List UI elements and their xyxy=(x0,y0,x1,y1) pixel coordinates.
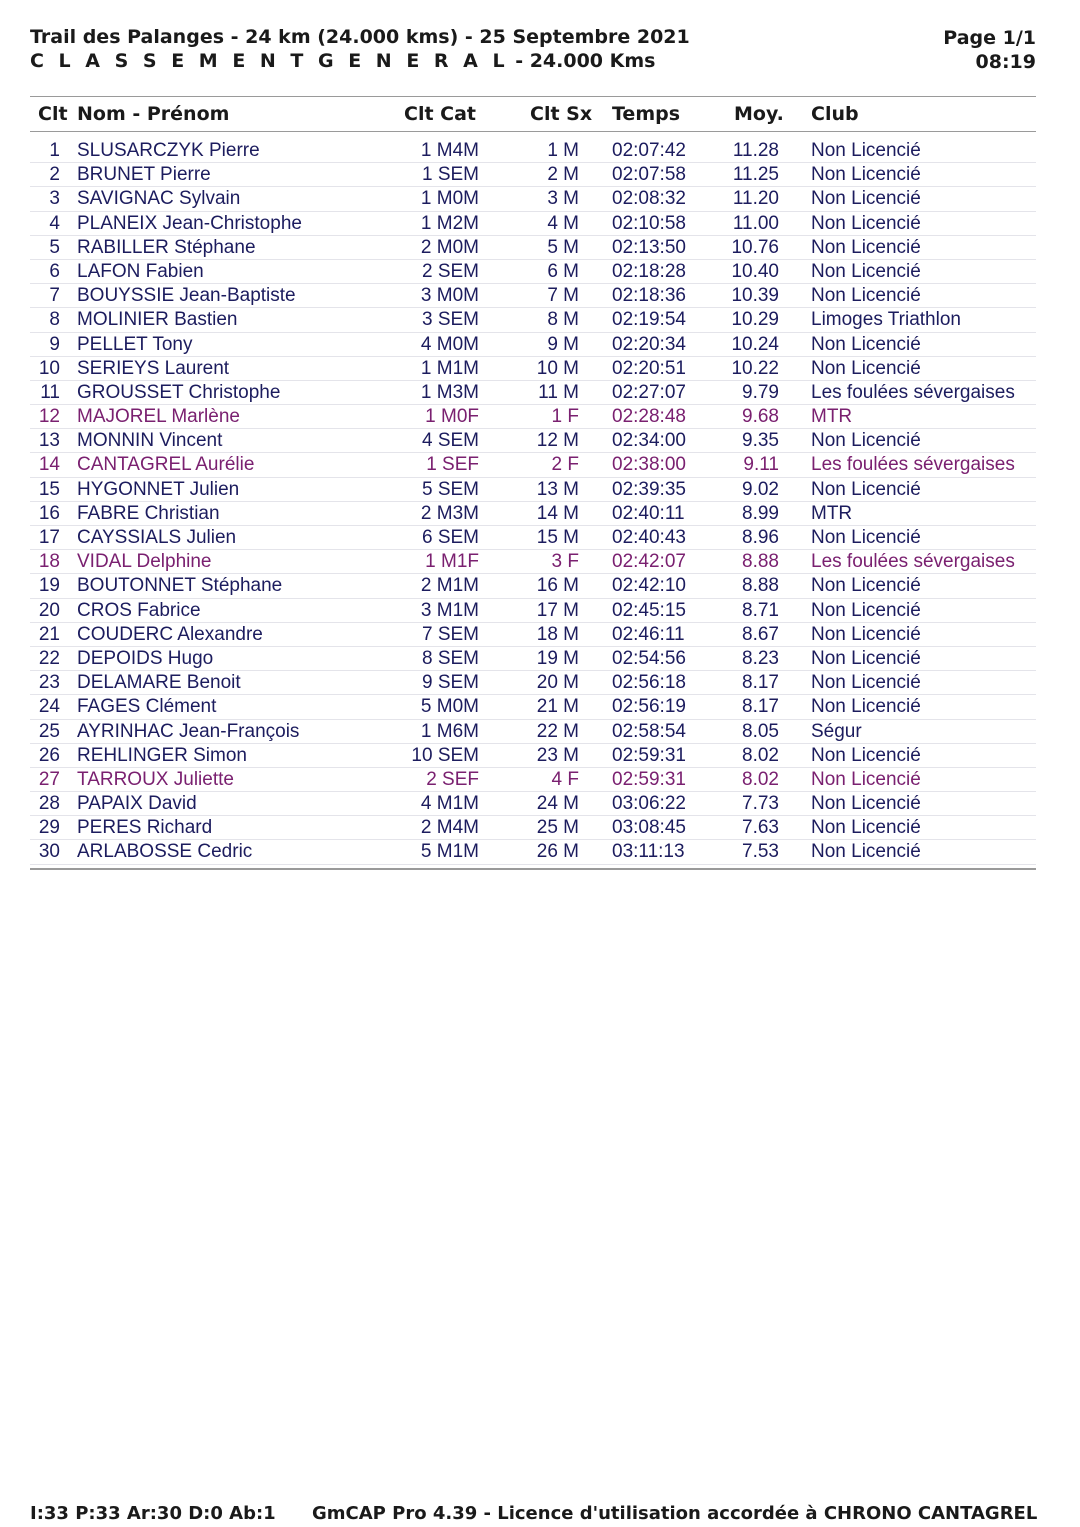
document-subtitle xyxy=(30,50,655,72)
cell-nom: PLANEIX Jean-Christophe xyxy=(77,212,302,234)
cell-club: Ségur xyxy=(811,720,862,742)
cell-temps: 02:59:31 xyxy=(612,768,686,790)
cell-cat: 2 SEF xyxy=(426,768,479,790)
cell-clt: 24 xyxy=(38,696,60,718)
cell-club: Non Licencié xyxy=(811,164,921,186)
table-row xyxy=(30,453,1036,477)
cell-moy: 10.24 xyxy=(731,333,779,355)
cell-nom: BRUNET Pierre xyxy=(77,164,211,186)
table-row xyxy=(30,671,1036,695)
cell-sx: 3 M xyxy=(547,188,579,210)
cell-sx: 11 M xyxy=(538,381,579,403)
table-row xyxy=(30,792,1036,816)
cell-nom: CANTAGREL Aurélie xyxy=(77,454,255,476)
cell-club: Non Licencié xyxy=(811,817,921,839)
cell-club: MTR xyxy=(811,406,853,428)
cell-cat: 2 M3M xyxy=(420,502,479,524)
cell-cat: 3 M1M xyxy=(420,599,479,621)
cell-sx: 4 F xyxy=(551,768,579,790)
cell-sx: 16 M xyxy=(536,575,579,597)
cell-cat: 5 M1M xyxy=(420,841,479,863)
cell-cat: 2 M0M xyxy=(420,236,479,258)
cell-club: Non Licencié xyxy=(811,260,921,282)
cell-nom: ARLABOSSE Cedric xyxy=(77,841,253,863)
cell-temps: 02:18:36 xyxy=(612,285,686,307)
cell-nom: DELAMARE Benoit xyxy=(77,672,241,694)
cell-temps: 02:54:56 xyxy=(612,647,686,669)
table-row xyxy=(30,284,1036,308)
cell-cat: 5 M0M xyxy=(420,696,479,718)
cell-cat: 3 M0M xyxy=(420,285,479,307)
cell-temps: 02:39:35 xyxy=(612,478,686,500)
cell-sx: 26 M xyxy=(536,841,579,863)
cell-sx: 7 M xyxy=(547,285,579,307)
cell-sx: 4 M xyxy=(547,212,579,234)
cell-temps: 02:38:00 xyxy=(612,454,686,476)
cell-moy: 8.88 xyxy=(742,551,779,573)
cell-temps: 02:20:34 xyxy=(612,333,686,355)
cell-clt: 1 xyxy=(49,140,60,161)
cell-moy: 8.88 xyxy=(742,575,779,597)
cell-moy: 8.96 xyxy=(742,527,779,548)
cell-nom: PERES Richard xyxy=(77,817,213,839)
cell-clt: 16 xyxy=(38,502,60,524)
table-row xyxy=(30,333,1036,357)
cell-nom: SERIEYS Laurent xyxy=(77,357,230,379)
cell-moy: 8.02 xyxy=(742,744,779,766)
cell-temps: 02:10:58 xyxy=(612,212,686,234)
table-row xyxy=(30,744,1036,768)
cell-club: Non Licencié xyxy=(811,357,921,379)
cell-nom: REHLINGER Simon xyxy=(77,744,247,766)
table-row xyxy=(30,623,1036,647)
cell-moy: 10.40 xyxy=(731,260,779,282)
table-row xyxy=(30,720,1036,744)
print-time: 08:19 xyxy=(975,51,1036,73)
cell-temps: 03:06:22 xyxy=(612,793,686,815)
table-row xyxy=(30,163,1036,187)
cell-club: Non Licencié xyxy=(811,744,921,766)
cell-sx: 12 M xyxy=(536,430,579,452)
cell-sx: 9 M xyxy=(547,333,579,355)
cell-cat: 1 SEM xyxy=(421,164,479,186)
cell-moy: 7.63 xyxy=(742,817,779,839)
cell-cat: 4 M0M xyxy=(420,333,479,355)
cell-clt: 20 xyxy=(38,599,60,621)
cell-club: Les foulées sévergaises xyxy=(811,551,1015,573)
cell-club: Non Licencié xyxy=(811,478,921,500)
cell-nom: COUDERC Alexandre xyxy=(77,623,263,645)
col-header-temps: Temps xyxy=(612,103,681,125)
table-row xyxy=(30,405,1036,429)
cell-moy: 9.35 xyxy=(742,430,779,452)
cell-club: Non Licencié xyxy=(811,647,921,669)
cell-moy: 9.68 xyxy=(742,406,779,428)
cell-clt: 19 xyxy=(38,575,60,597)
cell-sx: 18 M xyxy=(536,623,579,645)
cell-temps: 02:46:11 xyxy=(612,623,685,645)
cell-temps: 02:19:54 xyxy=(612,309,686,331)
cell-club: Non Licencié xyxy=(811,623,921,645)
cell-sx: 10 M xyxy=(536,357,579,379)
cell-cat: 1 M1F xyxy=(425,551,479,573)
cell-cat: 1 SEF xyxy=(426,454,479,476)
cell-temps: 02:07:58 xyxy=(612,164,686,186)
cell-nom: PELLET Tony xyxy=(77,333,193,355)
cell-temps: 03:08:45 xyxy=(612,817,686,839)
page-number: Page 1/1 xyxy=(943,27,1036,49)
cell-club: Non Licencié xyxy=(811,333,921,355)
cell-clt: 23 xyxy=(38,672,60,694)
cell-temps: 02:59:31 xyxy=(612,744,686,766)
cell-nom: TARROUX Juliette xyxy=(77,768,234,790)
cell-temps: 02:20:51 xyxy=(612,357,686,379)
cell-club: Limoges Triathlon xyxy=(811,309,961,331)
cell-cat: 1 M1M xyxy=(420,357,479,379)
cell-nom: MONNIN Vincent xyxy=(77,430,223,452)
cell-sx: 13 M xyxy=(536,478,579,500)
table-row xyxy=(30,357,1036,381)
cell-sx: 2 F xyxy=(551,454,579,476)
cell-temps: 02:42:10 xyxy=(612,575,686,597)
cell-cat: 7 SEM xyxy=(421,623,479,645)
cell-nom: CROS Fabrice xyxy=(77,599,201,621)
cell-cat: 4 SEM xyxy=(421,430,479,452)
footer-stats: I:33 P:33 Ar:30 D:0 Ab:1 xyxy=(30,1503,276,1524)
cell-cat: 4 M1M xyxy=(420,793,479,815)
table-row xyxy=(30,236,1036,260)
cell-club: Non Licencié xyxy=(811,793,921,815)
cell-nom: FABRE Christian xyxy=(77,502,220,524)
cell-clt: 5 xyxy=(49,236,60,258)
cell-sx: 15 M xyxy=(536,527,579,548)
page-info xyxy=(943,26,1036,74)
cell-clt: 7 xyxy=(49,285,60,307)
cell-cat: 8 SEM xyxy=(421,647,479,669)
table-row xyxy=(30,768,1036,792)
cell-club: Non Licencié xyxy=(811,696,921,718)
cell-sx: 5 M xyxy=(547,236,579,258)
table-row xyxy=(30,212,1036,236)
table-header xyxy=(30,103,1036,129)
table-row xyxy=(30,139,1036,163)
cell-cat: 1 M6M xyxy=(420,720,479,742)
subtitle-classement: C L A S S E M E N T G E N E R A L xyxy=(30,50,509,72)
table-row xyxy=(30,478,1036,502)
cell-cat: 5 SEM xyxy=(421,478,479,500)
cell-club: Non Licencié xyxy=(811,599,921,621)
cell-nom: GROUSSET Christophe xyxy=(77,381,281,403)
cell-club: Non Licencié xyxy=(811,527,921,548)
cell-club: Non Licencié xyxy=(811,768,921,790)
cell-club: Non Licencié xyxy=(811,285,921,307)
table-row xyxy=(30,526,1036,550)
cell-nom: RABILLER Stéphane xyxy=(77,236,256,258)
cell-cat: 10 SEM xyxy=(411,744,479,766)
cell-nom: MOLINIER Bastien xyxy=(77,309,238,331)
cell-temps: 02:45:15 xyxy=(612,599,686,621)
cell-nom: SLUSARCZYK Pierre xyxy=(77,140,260,161)
cell-club: MTR xyxy=(811,502,853,524)
cell-moy: 8.71 xyxy=(742,599,779,621)
cell-clt: 22 xyxy=(38,647,60,669)
cell-sx: 3 F xyxy=(551,551,579,573)
col-header-cat: Clt Cat xyxy=(404,103,477,125)
cell-cat: 1 M0M xyxy=(420,188,479,210)
cell-clt: 25 xyxy=(38,720,60,742)
cell-nom: HYGONNET Julien xyxy=(77,478,240,500)
cell-clt: 3 xyxy=(49,188,60,210)
cell-clt: 9 xyxy=(49,333,60,355)
cell-cat: 2 M4M xyxy=(420,817,479,839)
cell-moy: 10.22 xyxy=(731,357,779,379)
cell-moy: 9.02 xyxy=(742,478,779,500)
cell-nom: BOUYSSIE Jean-Baptiste xyxy=(77,285,296,307)
cell-sx: 8 M xyxy=(547,309,579,331)
cell-club: Les foulées sévergaises xyxy=(811,454,1015,476)
cell-moy: 8.23 xyxy=(742,647,779,669)
subtitle-distance: - 24.000 Kms xyxy=(508,50,656,72)
cell-clt: 6 xyxy=(49,260,60,282)
cell-clt: 17 xyxy=(38,527,60,548)
cell-clt: 13 xyxy=(38,430,60,452)
cell-moy: 9.79 xyxy=(742,381,779,403)
cell-cat: 3 SEM xyxy=(421,309,479,331)
table-row xyxy=(30,695,1036,719)
table-row xyxy=(30,840,1036,864)
col-header-nom: Nom - Prénom xyxy=(77,103,230,125)
cell-sx: 17 M xyxy=(536,599,579,621)
cell-temps: 02:56:18 xyxy=(612,672,686,694)
table-row xyxy=(30,260,1036,284)
cell-moy: 10.39 xyxy=(731,285,779,307)
cell-clt: 2 xyxy=(49,164,60,186)
cell-temps: 02:07:42 xyxy=(612,140,686,161)
cell-sx: 24 M xyxy=(536,793,579,815)
bottom-divider xyxy=(30,868,1036,870)
cell-cat: 6 SEM xyxy=(421,527,479,548)
cell-temps: 02:18:28 xyxy=(612,260,686,282)
cell-temps: 03:11:13 xyxy=(612,841,685,863)
table-row xyxy=(30,429,1036,453)
cell-sx: 19 M xyxy=(536,647,579,669)
cell-sx: 2 M xyxy=(547,164,579,186)
cell-moy: 10.76 xyxy=(731,236,779,258)
cell-moy: 11.25 xyxy=(732,164,779,186)
results-table xyxy=(30,139,1036,865)
cell-clt: 30 xyxy=(38,841,60,863)
cell-temps: 02:40:11 xyxy=(612,502,685,524)
cell-cat: 1 M3M xyxy=(420,381,479,403)
cell-sx: 25 M xyxy=(536,817,579,839)
cell-cat: 1 M0F xyxy=(425,406,479,428)
cell-clt: 8 xyxy=(49,309,60,331)
cell-sx: 22 M xyxy=(536,720,579,742)
cell-clt: 15 xyxy=(38,478,60,500)
cell-temps: 02:56:19 xyxy=(612,696,686,718)
table-row xyxy=(30,381,1036,405)
cell-moy: 9.11 xyxy=(743,454,779,476)
cell-nom: VIDAL Delphine xyxy=(77,551,212,573)
cell-moy: 8.17 xyxy=(742,672,779,694)
cell-clt: 4 xyxy=(49,212,60,234)
cell-clt: 18 xyxy=(38,551,60,573)
cell-nom: LAFON Fabien xyxy=(77,260,204,282)
table-row xyxy=(30,308,1036,332)
cell-nom: AYRINHAC Jean-François xyxy=(77,720,300,742)
cell-cat: 1 M2M xyxy=(420,212,479,234)
cell-club: Non Licencié xyxy=(811,841,921,863)
cell-sx: 14 M xyxy=(536,502,579,524)
cell-clt: 11 xyxy=(40,381,60,403)
cell-sx: 20 M xyxy=(536,672,579,694)
cell-moy: 11.20 xyxy=(732,188,779,210)
cell-clt: 14 xyxy=(38,454,60,476)
cell-temps: 02:27:07 xyxy=(612,381,686,403)
table-row xyxy=(30,599,1036,623)
document-title: Trail des Palanges - 24 km (24.000 kms) - 25 Septembre 2021 xyxy=(30,26,690,48)
cell-moy: 8.02 xyxy=(742,768,779,790)
cell-nom: PAPAIX David xyxy=(77,793,197,815)
col-header-moy: Moy. xyxy=(734,103,784,125)
cell-sx: 23 M xyxy=(536,744,579,766)
cell-club: Non Licencié xyxy=(811,212,921,234)
cell-clt: 26 xyxy=(38,744,60,766)
cell-club: Non Licencié xyxy=(811,188,921,210)
cell-moy: 7.73 xyxy=(742,793,779,815)
table-row xyxy=(30,550,1036,574)
footer-licence: GmCAP Pro 4.39 - Licence d'utilisation accordée à CHRONO CANTAGREL xyxy=(312,1503,1038,1524)
cell-moy: 8.99 xyxy=(742,502,779,524)
cell-moy: 8.05 xyxy=(742,720,779,742)
cell-temps: 02:28:48 xyxy=(612,406,686,428)
cell-club: Non Licencié xyxy=(811,140,921,161)
cell-cat: 9 SEM xyxy=(421,672,479,694)
cell-cat: 2 M1M xyxy=(420,575,479,597)
cell-temps: 02:13:50 xyxy=(612,236,686,258)
cell-temps: 02:34:00 xyxy=(612,430,686,452)
header-divider xyxy=(30,131,1036,132)
cell-moy: 10.29 xyxy=(731,309,779,331)
cell-club: Non Licencié xyxy=(811,236,921,258)
cell-clt: 29 xyxy=(38,817,60,839)
cell-cat: 1 M4M xyxy=(420,140,479,161)
table-row xyxy=(30,502,1036,526)
cell-clt: 21 xyxy=(38,623,60,645)
cell-nom: BOUTONNET Stéphane xyxy=(77,575,283,597)
cell-club: Les foulées sévergaises xyxy=(811,381,1015,403)
cell-sx: 21 M xyxy=(536,696,579,718)
table-row xyxy=(30,574,1036,598)
cell-clt: 27 xyxy=(38,768,60,790)
cell-clt: 28 xyxy=(38,793,60,815)
cell-club: Non Licencié xyxy=(811,430,921,452)
cell-sx: 1 M xyxy=(547,140,579,161)
cell-club: Non Licencié xyxy=(811,672,921,694)
col-header-clt: Clt xyxy=(38,103,68,125)
cell-moy: 8.17 xyxy=(742,696,779,718)
col-header-sx: Clt Sx xyxy=(530,103,593,125)
table-row xyxy=(30,187,1036,211)
cell-temps: 02:40:43 xyxy=(612,527,686,548)
cell-moy: 11.28 xyxy=(732,140,779,161)
cell-moy: 8.67 xyxy=(742,623,779,645)
cell-nom: CAYSSIALS Julien xyxy=(77,527,237,548)
cell-temps: 02:42:07 xyxy=(612,551,686,573)
cell-moy: 11.00 xyxy=(732,212,779,234)
cell-moy: 7.53 xyxy=(742,841,779,863)
cell-nom: DEPOIDS Hugo xyxy=(77,647,214,669)
cell-clt: 10 xyxy=(38,357,60,379)
cell-sx: 1 F xyxy=(551,406,579,428)
cell-nom: FAGES Clément xyxy=(77,696,217,718)
col-header-club: Club xyxy=(811,103,859,125)
cell-club: Non Licencié xyxy=(811,575,921,597)
cell-cat: 2 SEM xyxy=(421,260,479,282)
top-divider xyxy=(30,96,1036,97)
cell-temps: 02:08:32 xyxy=(612,188,686,210)
table-row xyxy=(30,647,1036,671)
cell-temps: 02:58:54 xyxy=(612,720,686,742)
cell-clt: 12 xyxy=(38,406,60,428)
cell-nom: SAVIGNAC Sylvain xyxy=(77,188,241,210)
cell-sx: 6 M xyxy=(547,260,579,282)
cell-nom: MAJOREL Marlène xyxy=(77,406,240,428)
table-row xyxy=(30,816,1036,840)
